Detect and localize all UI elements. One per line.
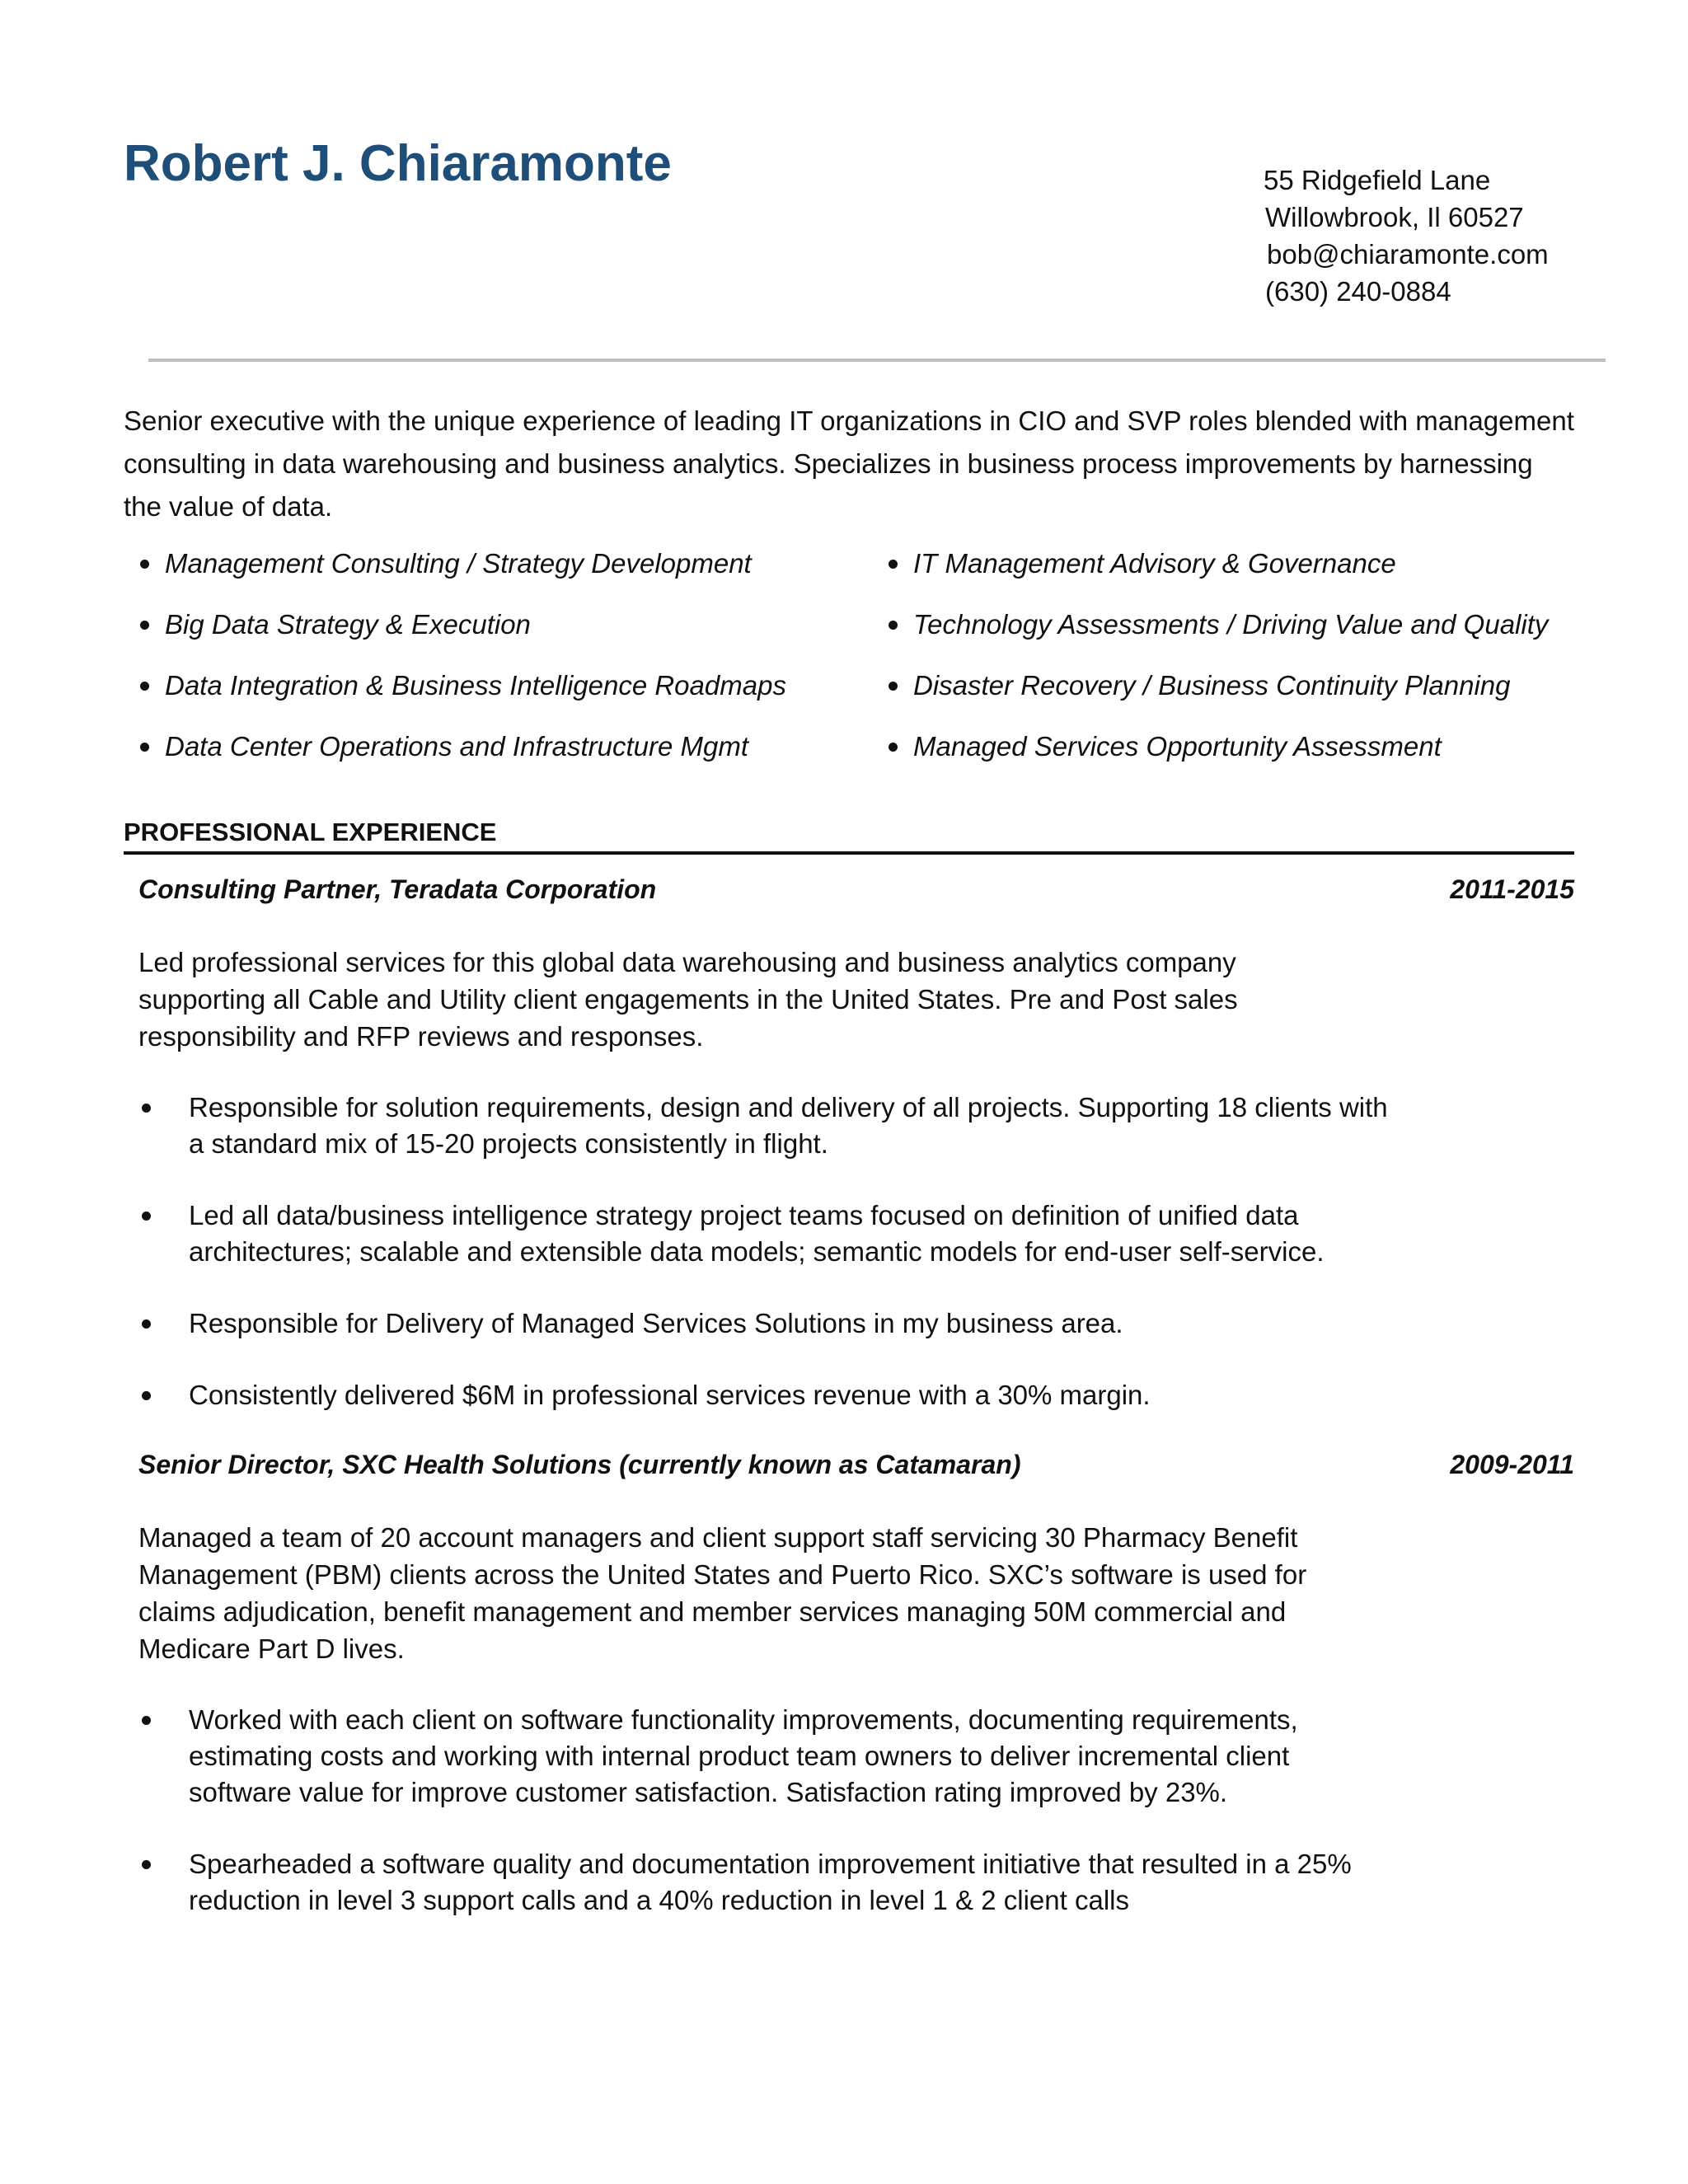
bullet-text: Responsible for Delivery of Managed Services Solutions in my business area. — [189, 1308, 1123, 1338]
bullet-text: Responsible for solution requirements, design and delivery of all projects. Supporting 18 clients with a standard mix of 15-20 projects consistently in flight. — [189, 1092, 1388, 1159]
contact-street: 55 Ridgefield Lane — [1264, 165, 1491, 195]
bullet-icon — [889, 682, 898, 691]
contact-email[interactable]: bob@chiaramonte.com — [1267, 239, 1549, 269]
bullet-icon — [140, 621, 149, 630]
skills-column-right — [887, 546, 1548, 790]
bullet-text: Consistently delivered $6M in professional services revenue with a 30% margin. — [189, 1380, 1151, 1410]
skill-item — [887, 607, 1548, 668]
bullet-icon — [142, 1391, 151, 1400]
bullet-icon — [140, 743, 149, 752]
bullet-icon — [142, 1104, 151, 1113]
bullet-item — [138, 1702, 1391, 1811]
skill-label: Data Center Operations and Infrastructure Mgmt — [165, 731, 748, 762]
bullet-item — [138, 1197, 1391, 1270]
bullet-icon — [889, 743, 898, 752]
skill-label: Data Integration & Business Intelligence Roadmaps — [165, 670, 786, 701]
skill-item — [887, 546, 1548, 607]
bullet-icon — [140, 682, 149, 691]
bullet-item — [138, 1846, 1391, 1919]
bullet-text: Led all data/business intelligence strategy project teams focused on definition of unified data architectures; scalable and extensible data models; semantic models for end-user self-service. — [189, 1200, 1325, 1267]
skill-item — [887, 668, 1548, 729]
skill-label: Managed Services Opportunity Assessment — [913, 731, 1442, 762]
job-bullets — [138, 1090, 1391, 1449]
job-description: Led professional services for this global data warehousing and business analytics company supporting all Cable and Utility client engagements in the United States. Pre and Post sales responsibility and RFP reviews and responses. — [138, 947, 1238, 1052]
section-divider — [124, 851, 1574, 855]
bullet-item — [138, 1090, 1391, 1162]
skill-item — [138, 729, 786, 790]
skill-label: Technology Assessments / Driving Value and Quality — [913, 609, 1549, 640]
contact-block — [1264, 162, 1549, 310]
job-dates: 2011-2015 — [1450, 874, 1574, 904]
bullet-item — [138, 1377, 1391, 1413]
candidate-name: Robert J. Chiaramonte — [124, 135, 672, 192]
bullet-item — [138, 1305, 1391, 1342]
header-divider — [148, 359, 1606, 362]
bullet-icon — [140, 560, 149, 569]
skill-label: Disaster Recovery / Business Continuity Planning — [913, 670, 1511, 701]
job-dates: 2009-2011 — [1450, 1450, 1574, 1479]
summary-paragraph: Senior executive with the unique experience of leading IT organizations in CIO and SVP roles blended with management consulting in data warehousing and business analytics. Specializes in business process improvements by harnessing the value of data. — [124, 405, 1574, 522]
skill-label: Big Data Strategy & Execution — [165, 609, 531, 640]
skill-item — [138, 546, 786, 607]
skill-item — [138, 668, 786, 729]
bullet-icon — [889, 621, 898, 630]
job-bullets — [138, 1702, 1391, 1954]
bullet-text: Spearheaded a software quality and documentation improvement initiative that resulted in a 25% reduction in level 3 support calls and a 40% reduction in level 1 & 2 client calls — [189, 1849, 1352, 1915]
contact-city: Willowbrook, Il 60527 — [1265, 202, 1524, 232]
bullet-icon — [142, 1319, 151, 1329]
job-description: Managed a team of 20 account managers and client support staff servicing 30 Pharmacy Benefit Management (PBM) clients across the United States and Puerto Rico. SXC’s software is used for claims adjudication, benefit management and member services managing 50M commercial and Medicare Part D lives. — [138, 1522, 1307, 1664]
contact-phone: (630) 240-0884 — [1265, 276, 1451, 307]
bullet-icon — [889, 560, 898, 569]
skill-label: Management Consulting / Strategy Development — [165, 548, 752, 579]
bullet-text: Worked with each client on software functionality improvements, documenting requirements, estimating costs and working with internal product team owners to deliver incremental client software value for improve customer satisfaction. Satisfaction rating improved by 23%. — [189, 1704, 1298, 1807]
job-title: Consulting Partner, Teradata Corporation — [138, 874, 657, 904]
bullet-icon — [142, 1716, 151, 1725]
bullet-icon — [142, 1860, 151, 1869]
job-title: Senior Director, SXC Health Solutions (currently known as Catamaran) — [138, 1450, 1021, 1479]
bullet-icon — [142, 1212, 151, 1221]
skill-item — [887, 729, 1548, 790]
skill-label: IT Management Advisory & Governance — [913, 548, 1396, 579]
skill-item — [138, 607, 786, 668]
skills-column-left — [138, 546, 786, 790]
section-title-experience: PROFESSIONAL EXPERIENCE — [124, 818, 497, 846]
